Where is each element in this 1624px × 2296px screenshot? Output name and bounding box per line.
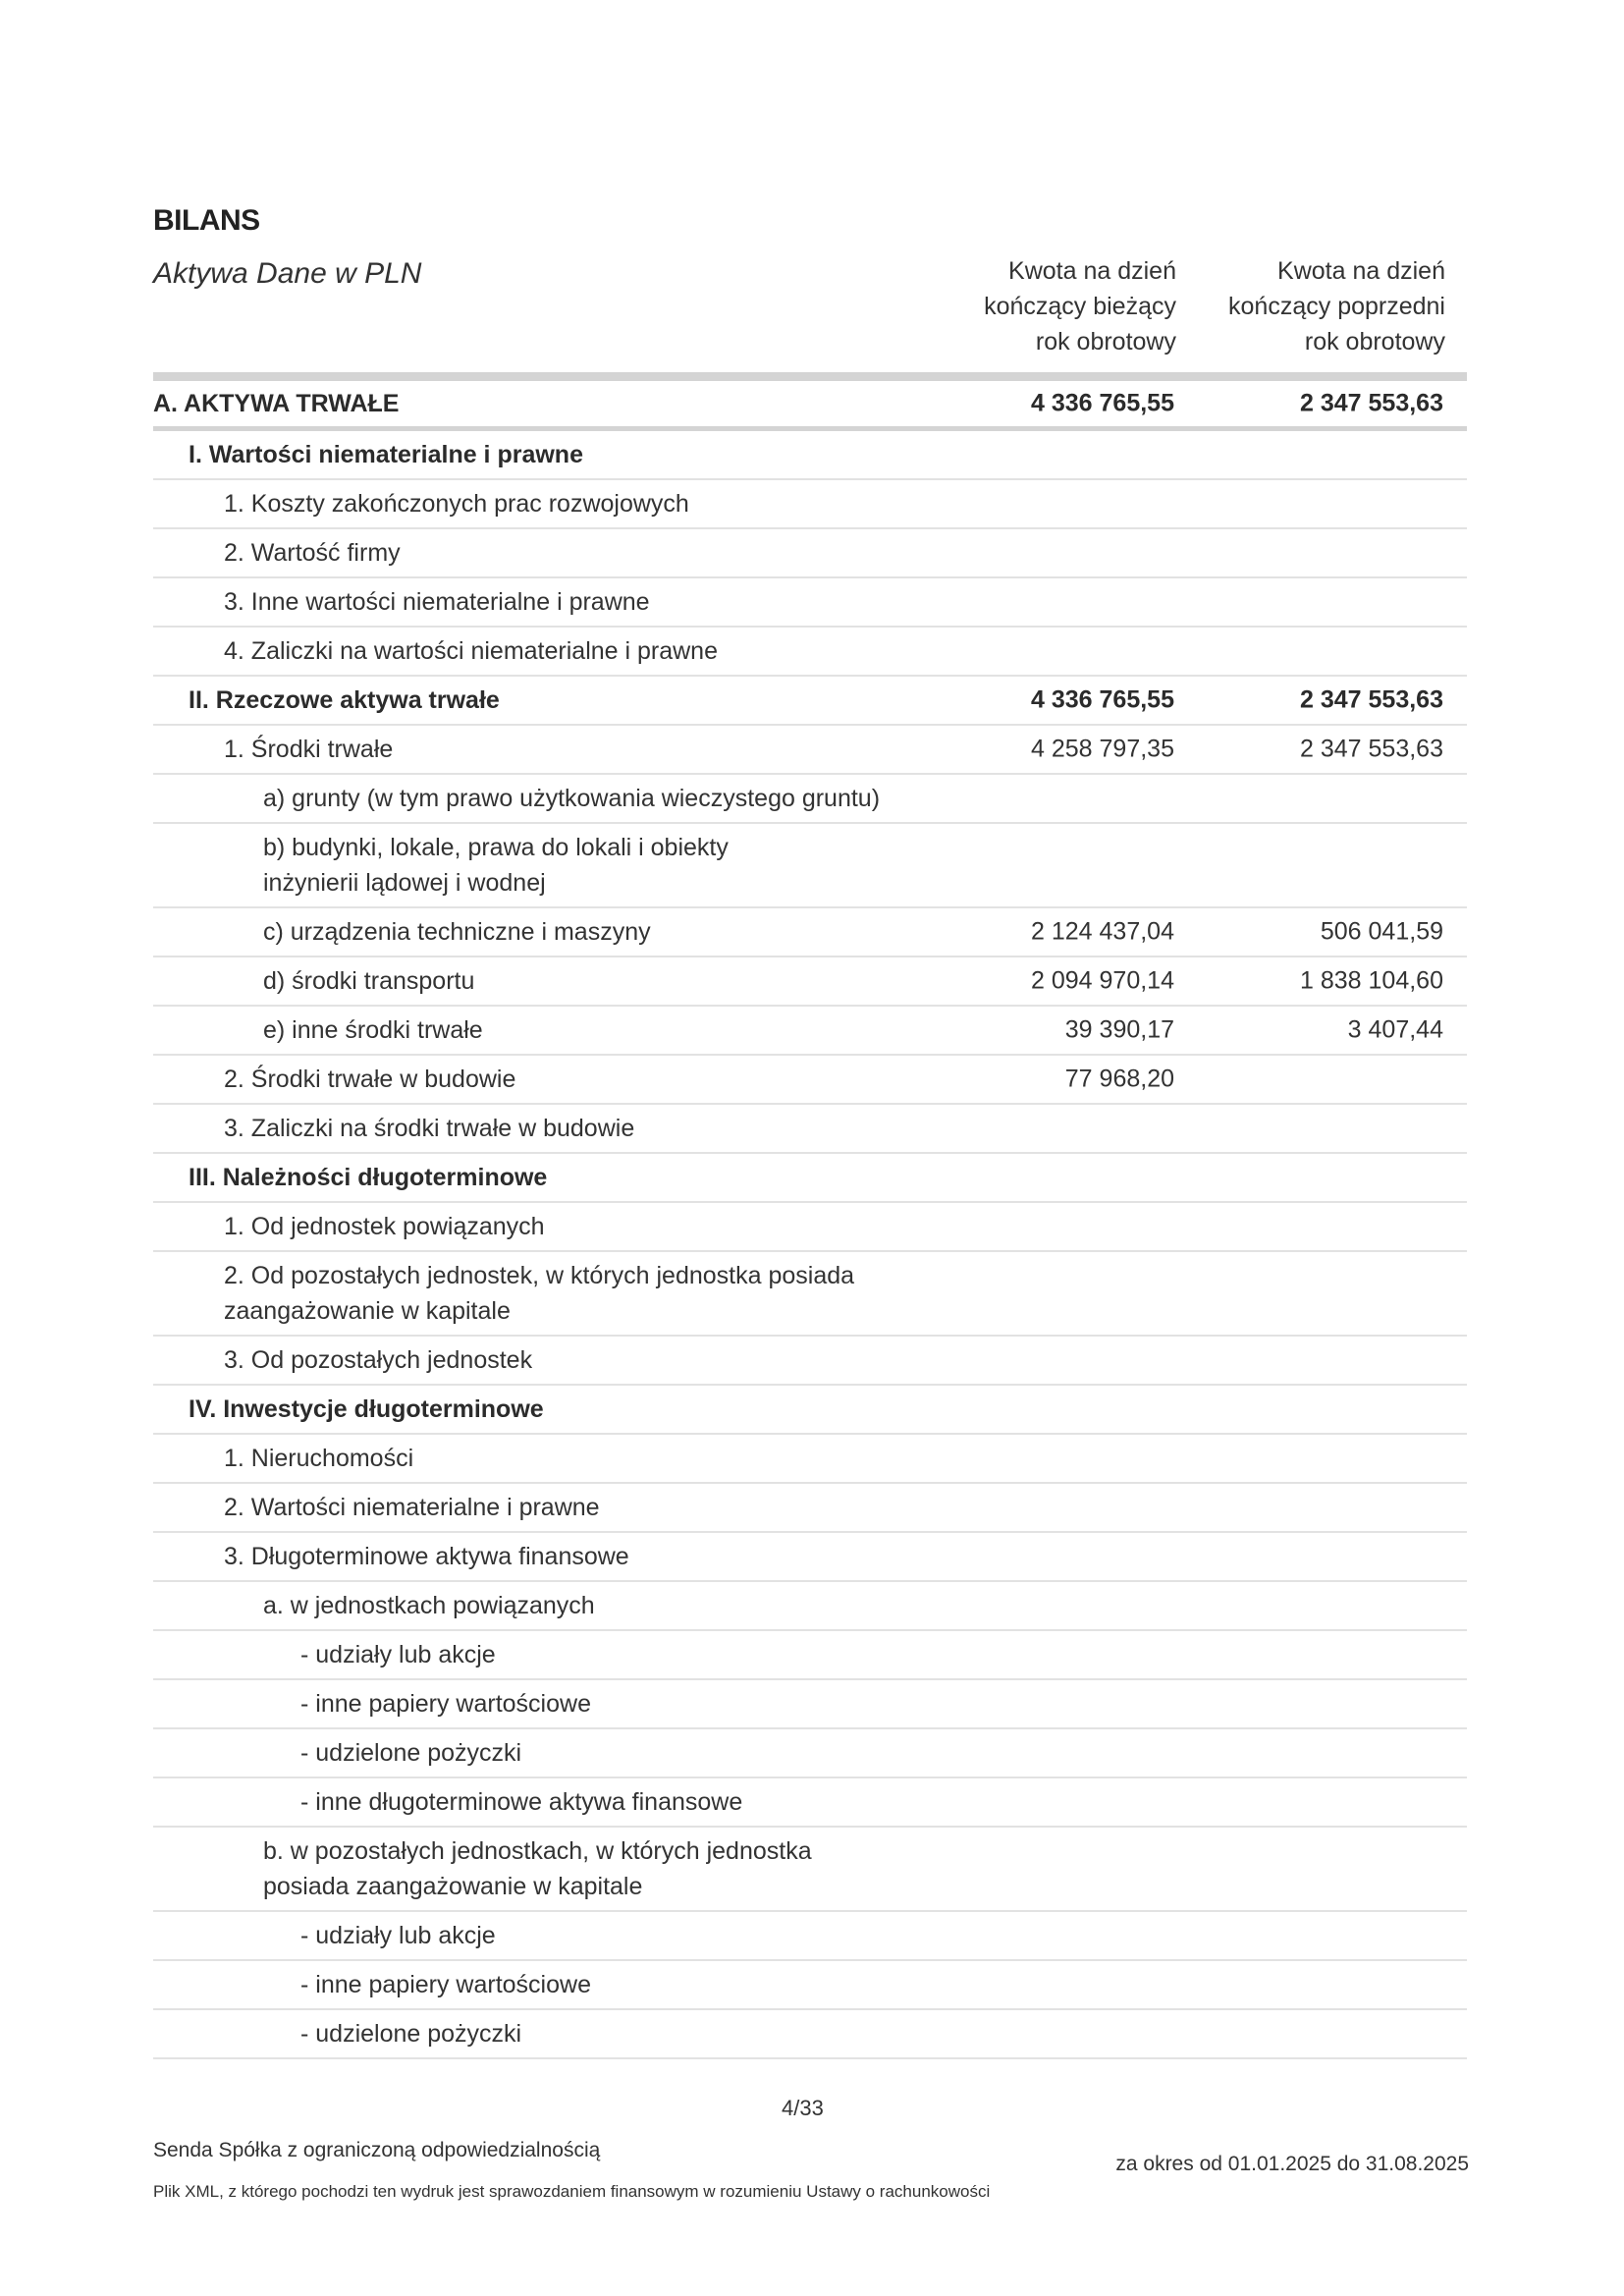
table-row [153, 775, 1467, 824]
column-header-line: Kwota na dzień [1277, 257, 1445, 285]
row-label: - udzielone pożyczki [300, 1738, 522, 1767]
row-label: 2. Wartości niematerialne i prawne [224, 1493, 600, 1521]
column-header-line: kończący bieżący [984, 293, 1176, 320]
row-label: - udziały lub akcje [300, 1640, 496, 1668]
row-label: III. Należności długoterminowe [189, 1163, 548, 1191]
table-row [153, 726, 1467, 775]
table-row [153, 1631, 1467, 1680]
row-label: - inne papiery wartościowe [300, 1970, 591, 1998]
column-header-line: rok obrotowy [1035, 328, 1176, 355]
row-label: I. Wartości niematerialne i prawne [189, 440, 583, 468]
table-row [153, 908, 1467, 957]
table-row [153, 1203, 1467, 1252]
table-row [153, 431, 1467, 480]
current-year-value: 77 968,20 [1064, 1065, 1174, 1093]
table-row [153, 1729, 1467, 1778]
row-label: c) urządzenia techniczne i maszyny [263, 917, 651, 946]
row-label: 1. Koszty zakończonych prac rozwojowych [224, 489, 689, 518]
document-title: BILANS [153, 204, 260, 237]
current-year-value: 4 336 765,55 [1031, 389, 1174, 417]
table-row [153, 824, 1467, 908]
previous-year-value: 506 041,59 [1320, 917, 1443, 946]
row-label: - inne długoterminowe aktywa finansowe [300, 1787, 743, 1816]
table-row [153, 1105, 1467, 1154]
column-header-line: kończący poprzedni [1228, 293, 1445, 320]
row-label: - udzielone pożyczki [300, 2019, 522, 2048]
table-row [153, 1386, 1467, 1435]
table-row [153, 381, 1467, 431]
table-row [153, 1056, 1467, 1105]
table-row [153, 480, 1467, 529]
table-row [153, 1828, 1467, 1912]
row-label: 2. Środki trwałe w budowie [224, 1065, 516, 1093]
row-label: 3. Długoterminowe aktywa finansowe [224, 1542, 629, 1570]
table-row [153, 578, 1467, 628]
column-header-line: Kwota na dzień [1008, 257, 1176, 285]
previous-year-value: 3 407,44 [1347, 1015, 1443, 1044]
footer-note: Plik XML, z którego pochodzi ten wydruk jest sprawozdaniem finansowym w rozumieniu Ustawy o rachunkowości [153, 2182, 991, 2201]
current-year-value: 2 124 437,04 [1031, 917, 1174, 946]
previous-year-value: 2 347 553,63 [1300, 735, 1443, 763]
row-label: 3. Zaliczki na środki trwałe w budowie [224, 1114, 635, 1142]
row-label: b. w pozostałych jednostkach, w których jednostka posiada zaangażowanie w kapitale [263, 1837, 812, 1900]
row-label: 3. Inne wartości niematerialne i prawne [224, 587, 650, 616]
table-row [153, 677, 1467, 726]
table-row [153, 1007, 1467, 1056]
row-label: 4. Zaliczki na wartości niematerialne i prawne [224, 636, 718, 665]
section-subtitle: Aktywa Dane w PLN [153, 257, 422, 290]
row-label: IV. Inwestycje długoterminowe [189, 1394, 544, 1423]
row-label: - inne papiery wartościowe [300, 1689, 591, 1718]
row-label: 2. Wartość firmy [224, 538, 401, 567]
column-header-current-year [941, 253, 1176, 359]
current-year-value: 39 390,17 [1064, 1015, 1174, 1044]
table-row [153, 628, 1467, 677]
current-year-value: 4 258 797,35 [1031, 735, 1174, 763]
table-row [153, 1778, 1467, 1828]
table-row [153, 1533, 1467, 1582]
previous-year-value: 2 347 553,63 [1300, 389, 1443, 417]
previous-year-value: 1 838 104,60 [1300, 966, 1443, 995]
balance-table [153, 381, 1467, 2059]
table-row [153, 957, 1467, 1007]
row-label: - udziały lub akcje [300, 1921, 496, 1949]
row-label: 1. Nieruchomości [224, 1444, 414, 1472]
page-number: 4/33 [782, 2096, 824, 2120]
row-label: e) inne środki trwałe [263, 1015, 483, 1044]
table-row [153, 1961, 1467, 2010]
table-row [153, 1680, 1467, 1729]
row-label: 3. Od pozostałych jednostek [224, 1345, 533, 1374]
table-row [153, 2010, 1467, 2059]
row-label: A. AKTYWA TRWAŁE [153, 389, 400, 417]
table-row [153, 1435, 1467, 1484]
row-label: b) budynki, lokale, prawa do lokali i obiekty inżynierii lądowej i wodnej [263, 834, 729, 897]
table-row [153, 1484, 1467, 1533]
table-row [153, 1337, 1467, 1386]
current-year-value: 2 094 970,14 [1031, 966, 1174, 995]
row-label: a) grunty (w tym prawo użytkowania wieczystego gruntu) [263, 784, 881, 812]
table-row [153, 1582, 1467, 1631]
table-row [153, 529, 1467, 578]
table-row [153, 1252, 1467, 1337]
column-header-previous-year [1190, 253, 1445, 359]
footer-company-name: Senda Spółka z ograniczoną odpowiedzialnością [153, 2139, 601, 2161]
row-label: d) środki transportu [263, 966, 475, 995]
header-separator [153, 372, 1467, 381]
row-label: 1. Od jednostek powiązanych [224, 1212, 545, 1240]
row-label: II. Rzeczowe aktywa trwałe [189, 685, 500, 714]
footer-reporting-period: za okres od 01.01.2025 do 31.08.2025 [1115, 2153, 1469, 2175]
row-label: 2. Od pozostałych jednostek, w których jednostka posiada zaangażowanie w kapitale [224, 1262, 855, 1325]
table-row [153, 1912, 1467, 1961]
column-header-line: rok obrotowy [1304, 328, 1445, 355]
current-year-value: 4 336 765,55 [1031, 685, 1174, 714]
row-label: a. w jednostkach powiązanych [263, 1591, 595, 1619]
previous-year-value: 2 347 553,63 [1300, 685, 1443, 714]
row-label: 1. Środki trwałe [224, 735, 394, 763]
table-row [153, 1154, 1467, 1203]
